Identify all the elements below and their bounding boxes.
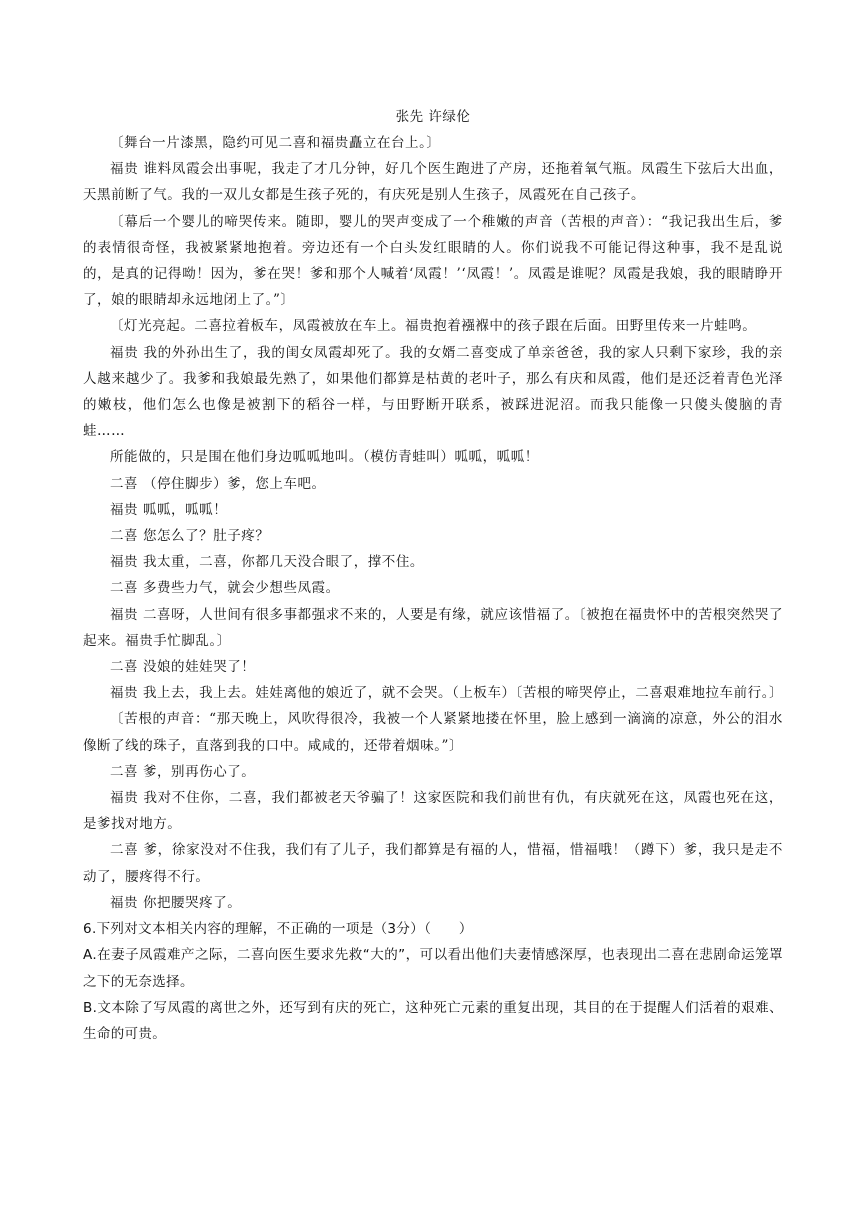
question-stem: 6.下列对文本相关内容的理解，不正确的一项是（3分）（ ）	[83, 921, 473, 938]
dialogue-line: 二喜 没娘的娃娃哭了！	[110, 659, 256, 676]
dialogue-line: 所能做的，只是围在他们身边呱呱地叫。（模仿青蛙叫）呱呱，呱呱！	[110, 449, 539, 466]
dialogue-line: 福贵 你把腰哭疼了。	[110, 894, 242, 911]
dialogue-line: 福贵 我太重，二喜，你都几天没合眼了，撑不住。	[110, 554, 424, 571]
document-page	[83, 104, 783, 1047]
dialogue-line: 福贵 二喜呀，人世间有很多事都强求不来的，人要是有缘，就应该惜福了。〔被抱在福贵怀中的苦根突然哭了起来。福贵手忙脚乱。〕	[83, 606, 783, 649]
stage-direction: 〔舞台一片漆黑，隐约可见二喜和福贵矗立在台上。〕	[110, 135, 441, 151]
dialogue-line: 福贵 我对不住你，二喜，我们都被老天爷骗了！这家医院和我们前世有仇，有庆就死在这，凤霞也死在这，是爹找对地方。	[83, 790, 783, 833]
dialogue-line: 福贵 谁料凤霞会出事呢，我走了才几分钟，好几个医生跑进了产房，还拖着氧气瓶。凤霞生下弦后大出血，天黑前断了气。我的一双儿女都是生孩子死的，有庆死是别人生孩子，凤霞死在自己孩子。	[83, 161, 783, 204]
question-option-a[interactable]: A.在妻子凤霞难产之际，二喜向医生要求先救“大的”，可以看出他们夫妻情感深厚，也表现出二喜在悲剧命运笼罩之下的无奈选择。	[83, 947, 783, 990]
stage-direction: 〔灯光亮起。二喜拉着板车，凤霞被放在车上。福贵抱着襁褓中的孩子跟在后面。田野里传来一片蛙鸣。	[110, 318, 757, 335]
dialogue-line: 二喜 （停住脚步）爹，您上车吧。	[110, 475, 326, 492]
dialogue-line: 福贵 呱呱，呱呱！	[110, 501, 228, 518]
author-line: 张先 许绿伦	[395, 109, 471, 125]
dialogue-line: 福贵 我上去，我上去。娃娃离他的娘近了，就不会哭。（上板车）〔苦根的啼哭停止，二喜艰难地拉车前行。〕	[110, 685, 784, 702]
dialogue-line: 二喜 爹，徐家没对不住我，我们有了儿子，我们都算是有福的人，惜福，惜福哦！（蹲下）爹，我只是走不动了，腰疼得不行。	[83, 842, 783, 885]
dialogue-line: 二喜 爹，别再伤心了。	[110, 763, 256, 780]
dialogue-line: 二喜 您怎么了？肚子疼？	[110, 528, 270, 545]
dialogue-line: 福贵 我的外孙出生了，我的闺女凤霞却死了。我的女婿二喜变成了单亲爸爸，我的家人只剩下家珍，我的亲人越来越少了。我爹和我娘最先熟了，如果他们都算是枯黄的老叶子，那么有庆和凤霞，他们是还泛着青色光泽的嫩枝，他们怎么也像是被割下的稻谷一样，与田野断开联系，被踩进泥沼。而我只能像一只傻头傻脑的青蛙……	[83, 344, 783, 440]
stage-direction: 〔幕后一个婴儿的啼哭传来。随即，婴儿的哭声变成了一个稚嫩的声音（苦根的声音）：“我记我出生后，爹的表情很奇怪，我被紧紧地抱着。旁边还有一个白头发红眼睛的人。你们说我不可能记得这种事，我不是乱说的，是真的记得呦！因为，爹在哭！爹和那个人喊着‘凤霞！’‘凤霞！’。凤霞是谁呢？凤霞是我娘，我的眼睛睁开了，娘的眼睛却永远地闭上了。”〕	[83, 213, 783, 309]
stage-direction: 〔苦根的声音：“那天晚上，风吹得很冷，我被一个人紧紧地搂在怀里，脸上感到一滴滴的凉意，外公的泪水像断了线的珠子，直落到我的口中。咸咸的，还带着烟味。”〕	[83, 711, 783, 754]
question-option-b[interactable]: B.文本除了写凤霞的离世之外，还写到有庆的死亡，这种死亡元素的重复出现，其目的在于提醒人们活着的艰难、生命的可贵。	[83, 999, 783, 1042]
dialogue-line: 二喜 多费些力气，就会少想些凤霞。	[110, 580, 340, 597]
